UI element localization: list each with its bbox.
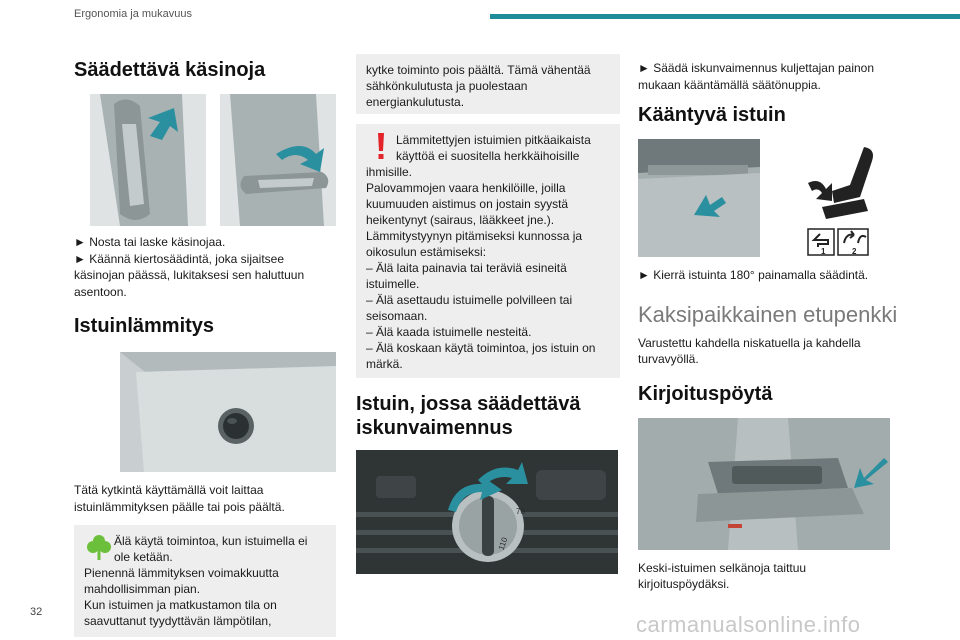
seat-heating-illustration xyxy=(120,352,336,472)
armrest-image xyxy=(90,94,336,226)
column-3 xyxy=(638,50,900,593)
eco-note-continued-text: kytke toiminto pois päältä. Tämä vähentää sähkönkulutusta ja puolestaan energiankulutusta. xyxy=(366,63,591,109)
swivel-seat-text: ► Kierrä istuinta 180° painamalla säädintä. xyxy=(638,268,869,282)
suspension-instructions: ► Säädä iskunvaimennus kuljettajan painon mukaan kääntämällä säätönuppia. xyxy=(638,61,875,92)
column-2 xyxy=(356,50,620,574)
desk-illustration xyxy=(638,418,890,550)
desk-heading: Kirjoituspöytä xyxy=(638,382,773,405)
step2-icon xyxy=(844,231,866,243)
swivel-seat-image xyxy=(638,139,874,257)
eco-note xyxy=(74,525,336,637)
eco-note-rest: Pienennä lämmityksen voimakkuutta mahdollisimman pian. Kun istuimen ja matkustamon tila on saavuttanut tyydyttävän lämpötilan, xyxy=(84,566,279,628)
knob-label-70: 70 xyxy=(516,507,525,516)
suspension-knob-image xyxy=(356,450,618,574)
swivel-seat-illustrations xyxy=(638,139,874,257)
desk-image xyxy=(638,418,890,550)
warning-note-rest: ihmisille. Palovammojen vaara henkilöille, joilla kuumuuden aistimus on jostain syystä heikentynyt (sairaus, lääkkeet jne.). Lämmitystyynyn pitämiseksi kunnossa ja oikosulun estämiseksi: – Älä laita painavia tai teräviä esineitä istuimelle. – Älä asettaudu istuimelle polvilleen tai seisomaan. – Älä kaada istuimelle nesteitä. – Älä koskaan käytä toimintoa, jos istuin on märkä. xyxy=(366,165,596,371)
eco-note-continued xyxy=(356,54,620,114)
bench-seat-text: Varustettu kahdella niskatuella ja kahdella turvavyöllä. xyxy=(638,335,861,367)
armrest-illustrations xyxy=(90,94,336,226)
bench-seat-heading: Kaksipaikkainen etupenkki xyxy=(638,301,898,327)
warning-note xyxy=(356,124,620,378)
swivel-seat-heading: Kääntyvä istuin xyxy=(638,104,786,126)
desk-text: Keski-istuimen selkänoja taittuu kirjoituspöydäksi. xyxy=(638,560,807,592)
step1-icon xyxy=(814,234,828,247)
swivel-arrow-icon xyxy=(808,181,832,201)
heating-switch-image xyxy=(120,352,336,472)
armrest-instructions: ► Nosta tai laske käsinojaa. ► Käännä kiertosäädintä, joka sijaitsee käsinojan päässä, lukitaksesi sen haluttuun asentoon. xyxy=(74,235,305,299)
eco-note-first: Älä käytä toimintoa, kun istuimella ei ole ketään. xyxy=(114,534,308,564)
warning-note-first: Lämmitettyjen istuimien pitkäaikaista käyttöä ei suositella herkkäihoisille xyxy=(396,133,591,163)
suspension-seat-heading: Istuin, jossa säädettävä iskunvaimennus xyxy=(356,393,581,439)
seat-heating-text: Tätä kytkintä käyttämällä voit laittaa istuinlämmityksen päälle tai pois päältä. xyxy=(74,483,285,514)
armrest-heading: Säädettävä käsinoja xyxy=(74,59,266,81)
knob-label-110: 110 xyxy=(496,536,510,552)
step-2-label: 2 xyxy=(852,247,857,256)
watermark: carmanualsonline.info xyxy=(636,612,861,637)
seat-heating-heading: Istuinlämmitys xyxy=(74,315,215,337)
eco-leaf-icon xyxy=(84,533,114,565)
suspension-knob-illustration xyxy=(356,450,618,574)
page-number: 32 xyxy=(30,606,43,618)
step-1-label: 1 xyxy=(821,247,826,256)
header-accent-bar xyxy=(490,14,960,19)
running-header: Ergonomia ja mukavuus xyxy=(74,8,193,20)
column-1 xyxy=(74,50,336,637)
warning-exclamation-icon xyxy=(366,132,396,164)
